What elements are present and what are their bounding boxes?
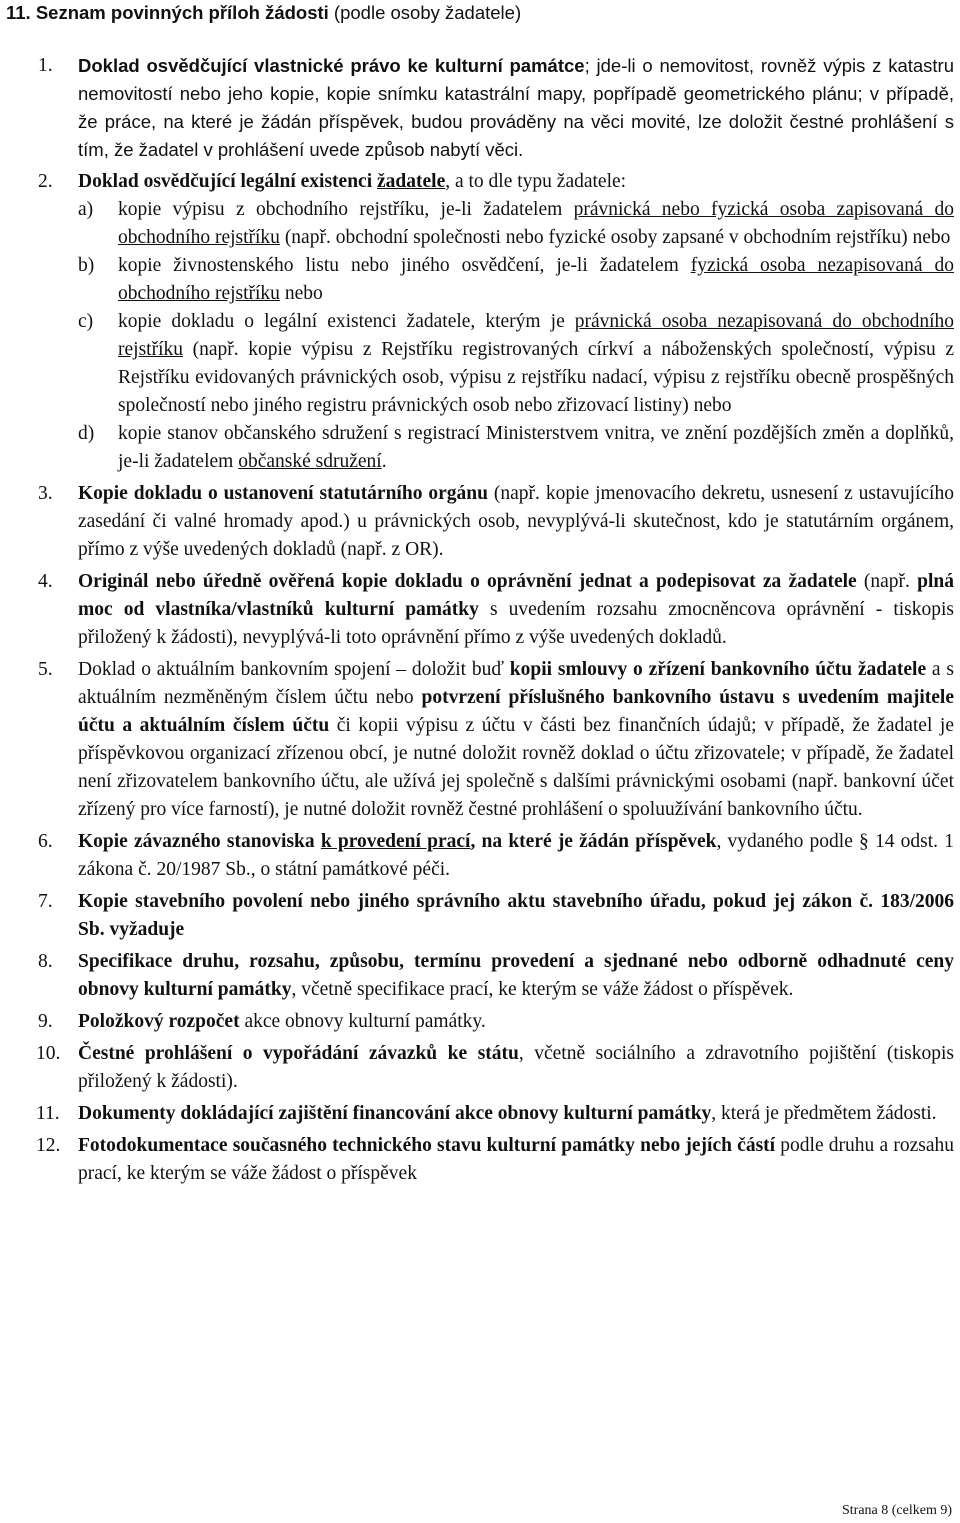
sub-label: b) (78, 255, 95, 276)
item-part: či kopii výpisu z účtu v části bez finančních údajů; v případě, že žadatel je příspěvkovou organizací zřízenou obcí, je nutné doložit rovněž doklad o účtu zřizovatele; v případě, že žadatel není zřizovatelem bankovního účtu, ale užívá jej společně s dalšími právnickými osobami (např. bankovní účet zřízený pro více farností), je nutné doložit rovněž čestné prohlášení o spoluužívání bankovního účtu. (78, 715, 954, 820)
sub-text-underlined: právnická osoba nezapisovaná do obchodního rejstříku (118, 311, 954, 360)
list-item-5 (0, 656, 960, 824)
item-number: 12. (36, 1135, 61, 1156)
item-rest: , vydaného podle § 14 odst. 1 zákona č. 20/1987 Sb., o státní památkové péči. (78, 831, 954, 880)
sub-text (118, 420, 954, 476)
sub-text-part: (např. kopie výpisu z Rejstříku registrovaných církví a náboženských společností, výpisu z Rejstříku evidovaných právnických osob, výpisu z rejstříku nadací, výpisu z rejstříku obecně prospěšných společností nebo jiného registru právnických osob nebo zřizovací listiny) nebo (118, 339, 954, 416)
item-bold: Specifikace druhu, rozsahu, způsobu, termínu provedení a sjednané nebo odborně odhadnuté ceny obnovy kulturní památky (78, 951, 954, 1000)
sub-text-part: kopie stanov občanského sdružení s registrací Ministerstvem vnitra, ve znění pozdějších změn a doplňků, je-li žadatelem (118, 423, 954, 472)
sub-text-part: kopie živnostenského listu nebo jiného osvědčení, je-li žadatelem (118, 255, 691, 276)
sub-text-part: . (381, 451, 387, 472)
sub-label: d) (78, 423, 95, 444)
sub-item-a (0, 196, 960, 252)
item-bold: Položkový rozpočet (78, 1011, 240, 1032)
item-text (78, 828, 954, 884)
item-text (78, 656, 954, 824)
item-part: Doklad o aktuálním bankovním spojení – doložit buď (78, 659, 510, 680)
item-bold: , na které je žádán příspěvek (470, 831, 717, 852)
sub-text-part: kopie dokladu o legální existenci žadatele, kterým je (118, 311, 575, 332)
item-number: 7. (38, 891, 53, 912)
sub-text (118, 308, 954, 420)
sub-text-underlined: právnická nebo fyzická osoba zapisovaná do obchodního rejstříku (118, 199, 954, 248)
item-number: 4. (38, 571, 53, 592)
item-number: 1. (38, 55, 53, 76)
list-item-2 (0, 168, 960, 476)
item-number: 10. (36, 1043, 61, 1064)
item-number: 9. (38, 1011, 53, 1032)
section-heading (6, 0, 906, 26)
item-bold: Kopie dokladu o ustanovení statutárního orgánu (78, 483, 488, 504)
item-rest: , která je předmětem žádosti. (711, 1103, 937, 1124)
sub-item-d (0, 420, 960, 476)
item-rest: (např. kopie jmenovacího dekretu, usnesení z ustavujícího zasedání či valné hromady apod.) u právnických osob, nevyplývá-li skutečnost, kdo je statutárním orgánem, přímo z výše uvedených dokladů (např. z OR). (78, 483, 954, 560)
item-part: (např. (856, 571, 918, 592)
item-number: 8. (38, 951, 53, 972)
list-item-6 (0, 828, 960, 884)
list-item-9 (0, 1008, 960, 1036)
section-heading-title: 11. Seznam povinných příloh žádosti (6, 2, 329, 23)
sub-text-part: (např. obchodní společnosti nebo fyzické osoby zapsané v obchodním rejstříku) nebo (279, 227, 951, 248)
item-bold: Originál nebo úředně ověřená kopie dokladu o oprávnění jednat a podepisovat za žadatele (78, 571, 857, 592)
sub-item-b (0, 252, 960, 308)
sub-label: c) (78, 311, 94, 332)
item-text (78, 52, 954, 164)
sub-text-part: kopie výpisu z obchodního rejstříku, je-li žadatelem (118, 199, 574, 220)
item-text (78, 480, 954, 564)
item-bold: Doklad osvědčující legální existenci (78, 171, 377, 192)
item-text (78, 568, 954, 652)
sub-text (118, 252, 954, 308)
sub-text-underlined: občanské sdružení (238, 451, 382, 472)
item-text (78, 888, 954, 944)
item-number: 5. (38, 659, 53, 680)
item-bold-underlined: k provedení prací (320, 831, 471, 852)
attachments-list (0, 52, 960, 1192)
list-item-10 (0, 1040, 960, 1096)
item-bold: plná moc od vlastníka/vlastníků kulturní památky (78, 571, 954, 620)
list-item-12 (0, 1132, 960, 1188)
item-part: s uvedením rozsahu zmocněncova oprávnění - tiskopis přiložený k žádosti), nevyplývá-li toto oprávnění přímo z výše uvedených dokladů. (78, 599, 955, 648)
item-rest: , včetně specifikace prací, ke kterým se váže žádost o příspěvek. (291, 979, 794, 1000)
item-rest: , a to dle typu žadatele: (445, 171, 627, 192)
page-number: Strana 8 (celkem 9) (841, 1503, 952, 1518)
list-item-1 (0, 52, 960, 164)
item-number: 3. (38, 483, 53, 504)
item-number: 2. (38, 171, 53, 192)
item-number: 6. (38, 831, 53, 852)
item-bold: Doklad osvědčující vlastnické právo ke kulturní památce (78, 55, 585, 76)
item-rest: akce obnovy kulturní památky. (239, 1011, 486, 1032)
item-rest: podle druhu a rozsahu prací, ke kterým se váže žádost o příspěvek (78, 1135, 954, 1184)
list-item-4 (0, 568, 960, 652)
item-rest: , včetně sociálního a zdravotního pojištění (tiskopis přiložený k žádosti). (78, 1043, 954, 1092)
item-bold-underlined: žadatele (377, 171, 446, 192)
list-item-11 (0, 1100, 960, 1128)
sub-label: a) (78, 199, 94, 220)
list-item-3 (0, 480, 960, 564)
item-bold: Čestné prohlášení o vypořádání závazků ke státu (78, 1043, 519, 1064)
item-bold: Fotodokumentace současného technického stavu kulturní památky nebo jejích částí (78, 1135, 776, 1156)
list-item-7 (0, 888, 960, 944)
sub-text-part: nebo (279, 283, 323, 304)
item-number: 11. (36, 1103, 60, 1124)
item-part: a s aktuálním nezměněným číslem účtu nebo (78, 659, 954, 708)
item-text (78, 1100, 954, 1128)
section-heading-note: (podle osoby žadatele) (328, 2, 522, 23)
sub-text (118, 196, 954, 252)
item-text (78, 1040, 954, 1096)
item-bold: potvrzení příslušného bankovního ústavu s uvedením majitele účtu a aktuálním číslem účtu (78, 687, 954, 736)
item-text (78, 1008, 954, 1036)
item-bold: Dokumenty dokládající zajištění financování akce obnovy kulturní památky (78, 1103, 712, 1124)
sub-item-c (0, 308, 960, 420)
item-text (78, 948, 954, 1004)
item-bold: Kopie závazného stanoviska (78, 831, 321, 852)
sub-text-underlined: fyzická osoba nezapisovaná do obchodního rejstříku (118, 255, 954, 304)
item-bold: kopii smlouvy o zřízení bankovního účtu žadatele (509, 659, 927, 680)
item-bold: Kopie stavebního povolení nebo jiného správního aktu stavebního úřadu, pokud jej zákon č. 183/2006 Sb. vyžaduje (78, 891, 954, 940)
item-text (78, 1132, 954, 1188)
list-item-8 (0, 948, 960, 1004)
item-text (78, 168, 954, 196)
item-rest: ; jde-li o nemovitost, rovněž výpis z katastru nemovitostí nebo jeho kopie, kopie snímku katastrální mapy, popřípadě geometrického plánu; v případě, že práce, na které je žádán příspěvek, budou prováděny na věci movité, lze doložit čestné prohlášení s tím, že žadatel v prohlášení uvede způsob nabytí věci. (78, 55, 955, 160)
